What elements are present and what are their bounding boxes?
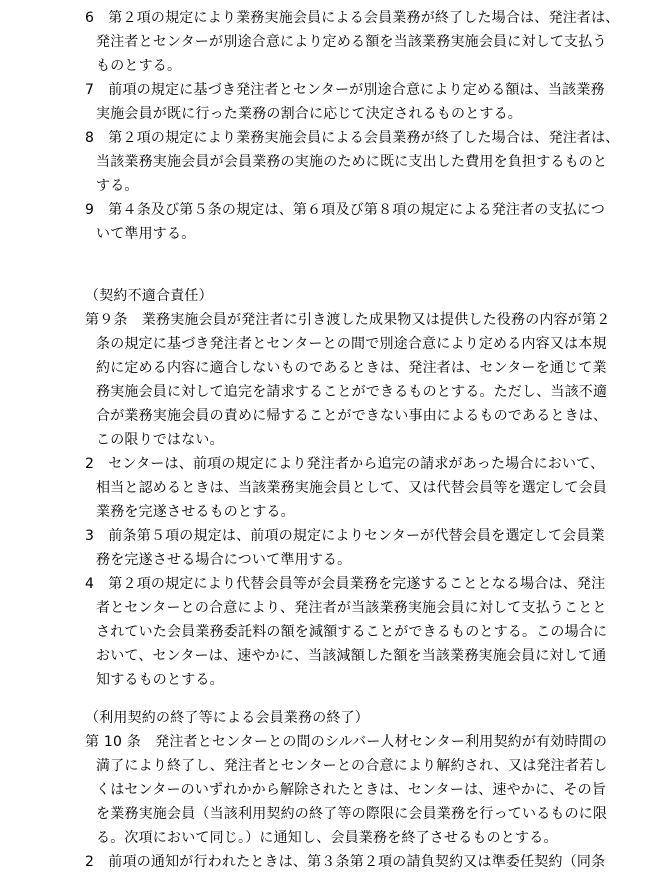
- document-line: 4 第２項の規定により代替会員等が会員業務を完遂することとなる場合は、発注: [85, 576, 606, 592]
- document-line: 第 10 条 発注者とセンターとの間のシルバー人材センター利用契約が有効時間の: [85, 734, 608, 750]
- document-line: 7 前項の規定に基づき発注者とセンターが別途合意により定める額は、当該業務: [85, 82, 605, 98]
- document-line: （契約不適合責任）: [85, 288, 213, 304]
- document-line: を業務実施会員（当該利用契約の終了等の際限に会員業務を行っているものに限: [96, 806, 608, 822]
- document-line: 6 第２項の規定により業務実施会員による会員業務が終了した場合は、発注者は、: [85, 10, 620, 26]
- document-line: 実施会員が既に行った業務の割合に応じて決定されるものとする。: [96, 106, 522, 122]
- document-line: 満了により終了し、発注者とセンターとの合意により解約され、又は発注者若し: [96, 758, 608, 774]
- document-line: 第９条 業務実施会員が発注者に引き渡した成果物又は提供した役務の内容が第２: [85, 312, 611, 328]
- document-line: くはセンターのいずれかから解除されたときは、センターは、速やかに、その旨: [96, 782, 607, 798]
- document-line: されていた会員業務委託料の額を減額することができるものとする。この場合に: [96, 624, 608, 640]
- document-line: 務実施会員に対して追完を請求することができるものとする。ただし、当該不適: [96, 384, 608, 400]
- document-line: 務を完遂させる場合について準用する。: [96, 552, 352, 568]
- document-line: する。: [96, 178, 139, 194]
- document-line: 業務を完遂させるものとする。: [96, 504, 295, 520]
- document-line: 発注者とセンターが別途合意により定める額を当該業務実施会員に対して支払う: [96, 34, 607, 50]
- document-line: 当該業務実施会員が会員業務の実施のために既に支出した費用を負担するものと: [96, 154, 608, 170]
- document-line: 9 第４条及び第５条の規定は、第６項及び第８項の規定による発注者の支払につ: [85, 202, 606, 218]
- document-line: この限りではない。: [96, 432, 224, 448]
- document-line: 者とセンターとの合意により、発注者が当該業務実施会員に対して支払うことと: [96, 600, 607, 616]
- document-line: 約に定める内容に適合しないものであるときは、発注者は、センターを通じて業: [96, 360, 607, 376]
- document-line: 知するものとする。: [96, 672, 224, 688]
- document-line: 合が業務実施会員の責めに帰することができない事由によるものであるときは、: [96, 408, 608, 424]
- document-line: 8 第２項の規定により業務実施会員による会員業務が終了した場合は、発注者は、: [85, 130, 620, 146]
- document-line: 相当と認めるときは、当該業務実施会員として、又は代替会員等を選定して会員: [96, 480, 607, 496]
- document-line: 2 前項の通知が行われたときは、第３条第２項の請負契約又は準委任契約（同条: [85, 854, 606, 870]
- document-line: いて準用する。: [96, 226, 196, 242]
- document-line: る。次項において同じ。）に通知し、会員業務を終了させるものとする。: [96, 830, 558, 846]
- document-line: 条の規定に基づき発注者とセンターとの間で別途合意により定める内容又は本規: [96, 336, 607, 352]
- document-line: 2 センターは、前項の規定により発注者から追完の請求があった場合において、: [85, 456, 605, 472]
- document-line: （利用契約の終了等による会員業務の終了）: [85, 710, 369, 726]
- document-line: おいて、センターは、速やかに、当該減額した額を当該業務実施会員に対して通: [96, 648, 607, 664]
- document-line: 3 前条第５項の規定は、前項の規定によりセンターが代替会員を選定して会員業: [85, 528, 605, 544]
- document-line: ものとする。: [96, 58, 182, 74]
